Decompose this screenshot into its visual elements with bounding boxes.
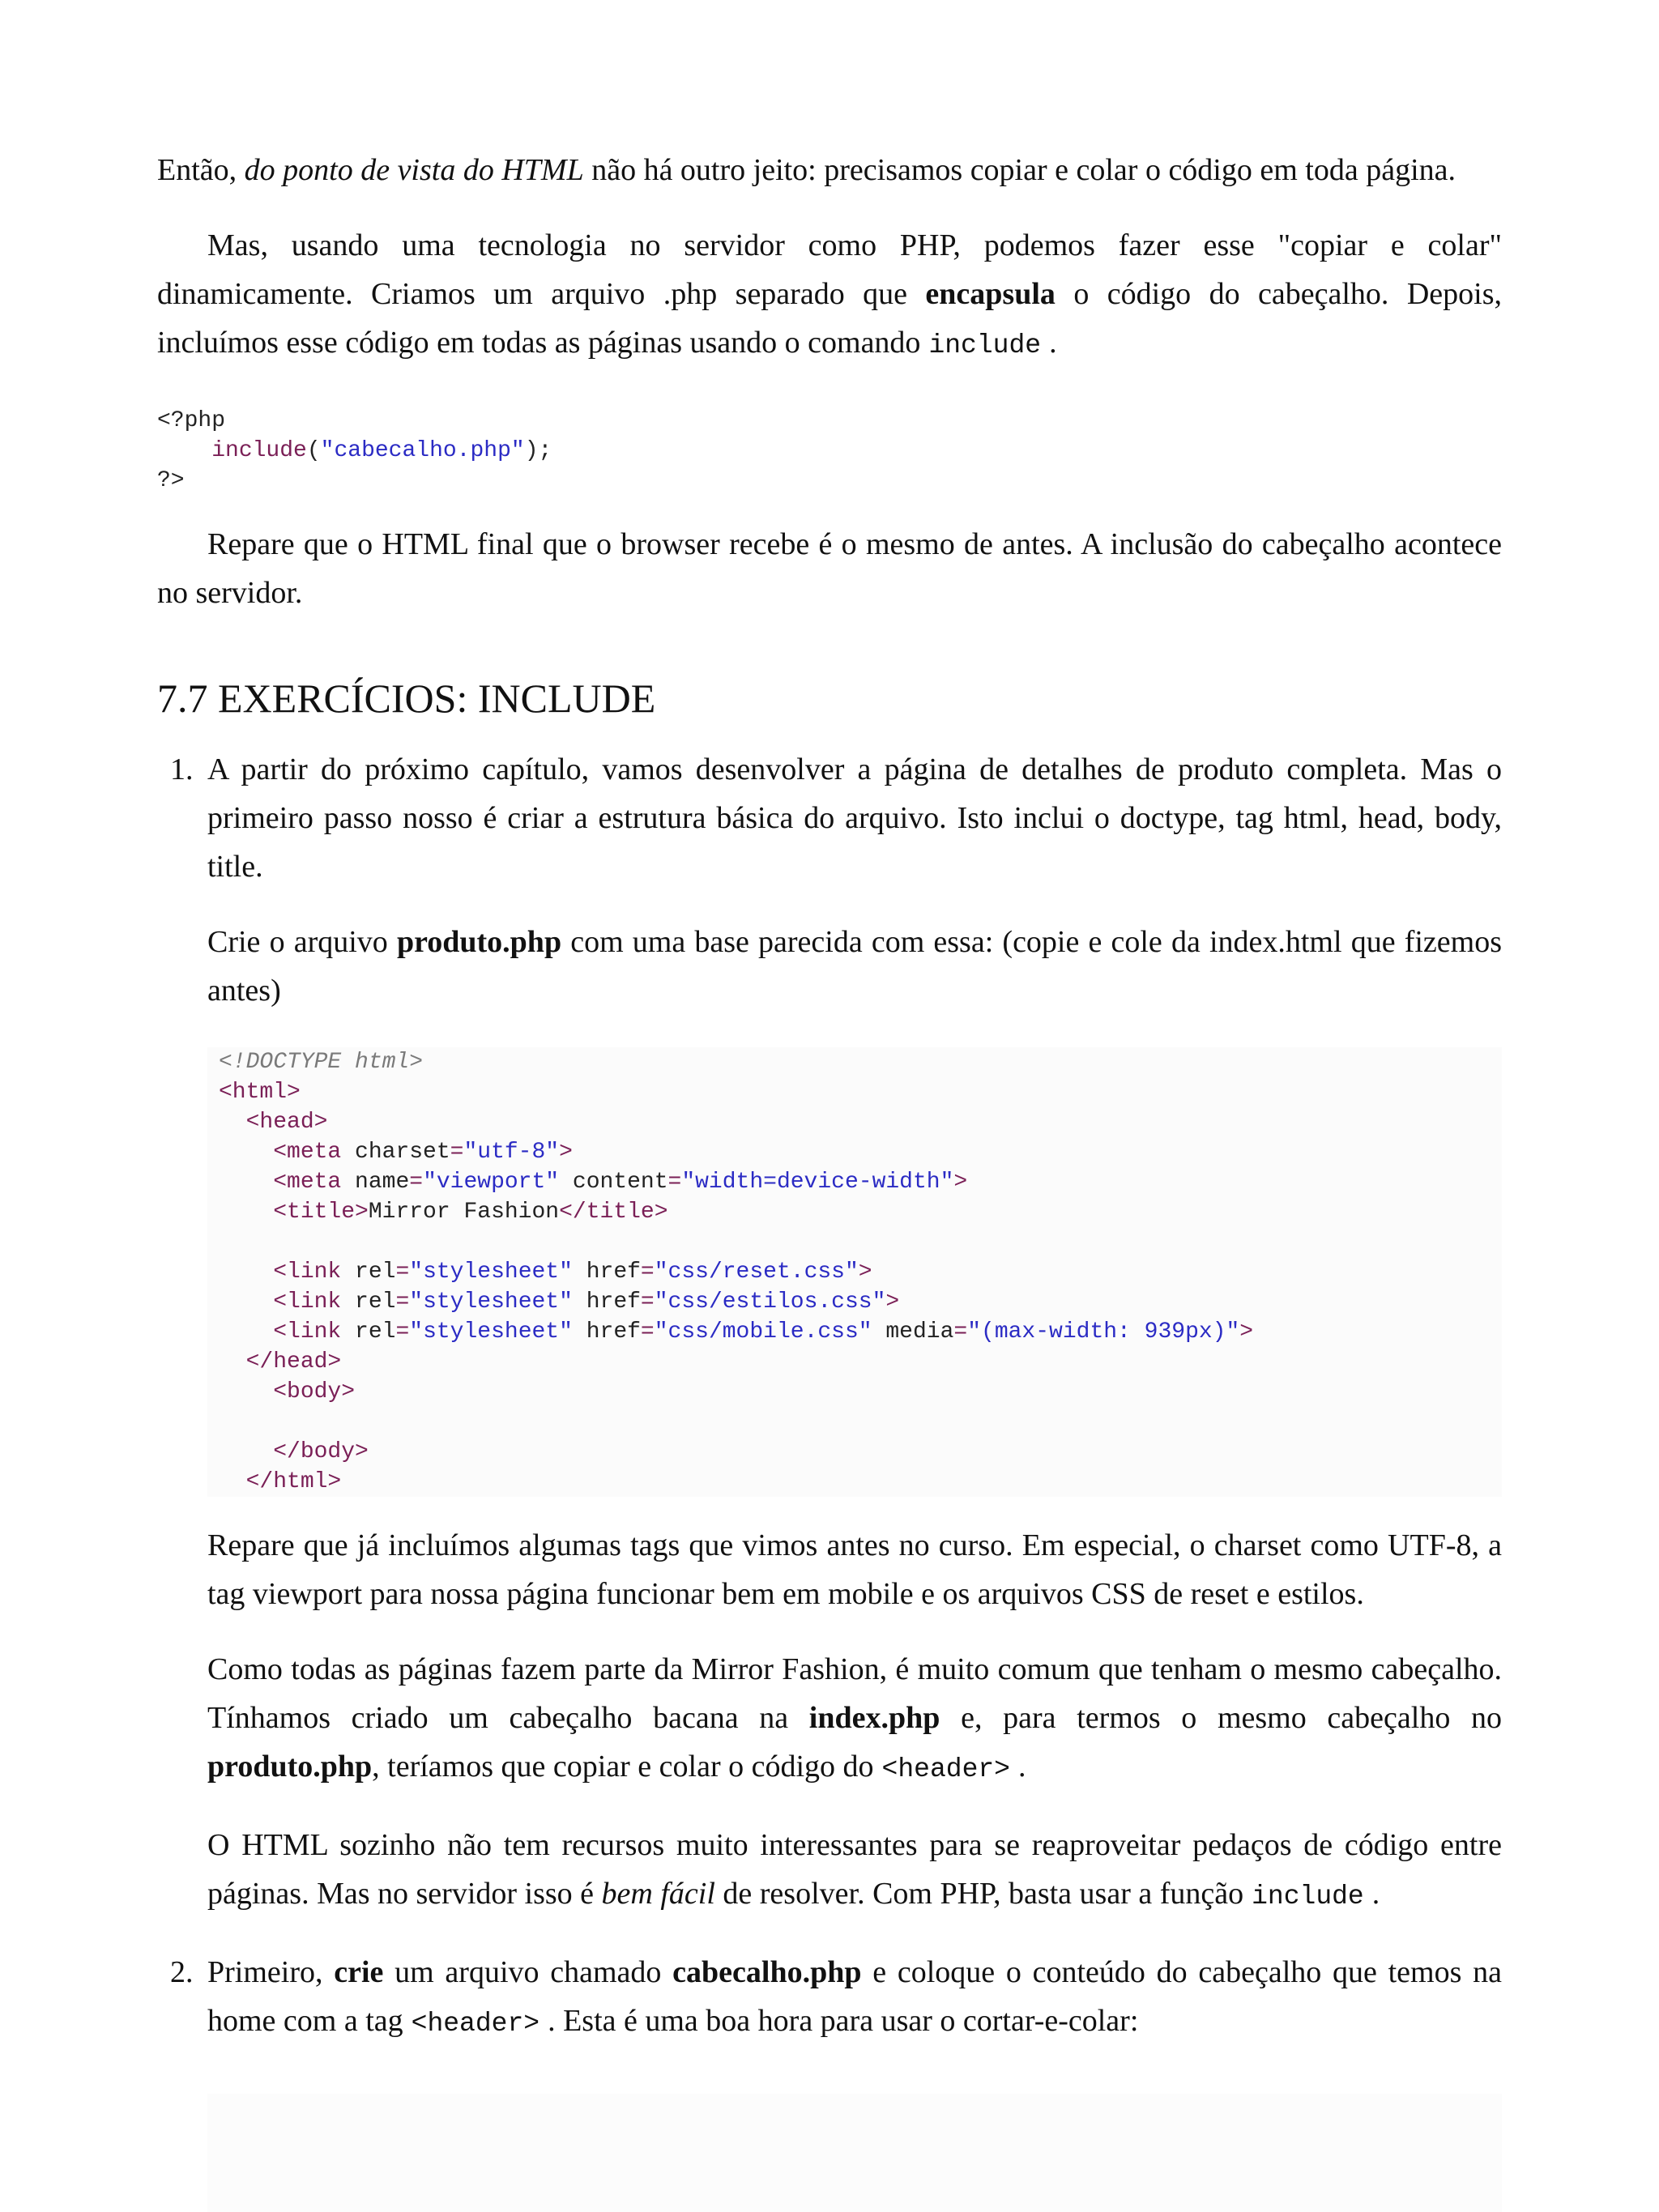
code-token: <head> — [245, 1110, 328, 1135]
code-token: </title> — [559, 1200, 668, 1225]
text: . — [1017, 1750, 1026, 1784]
code-token: > — [1239, 1319, 1254, 1345]
inline-code: include — [928, 330, 1042, 360]
text: . Esta é uma boa hora para usar o cortar-e-colar: — [548, 2004, 1139, 2038]
bold-text: cabecalho.php — [672, 1955, 862, 1989]
code-token: = — [640, 1319, 655, 1345]
code-token: ( — [306, 438, 321, 463]
intro-paragraph-1 — [157, 146, 1502, 194]
code-token: rel — [341, 1289, 396, 1315]
code-token: <html> — [219, 1080, 301, 1105]
code-token: ); — [524, 438, 552, 463]
code-token: = — [667, 1170, 682, 1195]
section-heading: 7.7 EXERCÍCIOS: INCLUDE — [157, 676, 656, 721]
text: Mas, usando uma tecnologia no servidor como PHP, podemos fazer esse "copiar e colar" dinamicamente. Criamos um arquivo .php separado que — [157, 228, 1502, 311]
bold-text: index.php — [808, 1701, 940, 1735]
text: um arquivo chamado — [383, 1955, 673, 1989]
code-token: "width=device-width" — [681, 1170, 954, 1195]
text: Crie o arquivo — [207, 925, 397, 959]
text: Como todas as páginas fazem parte da Mirror Fashion, é muito comum que tenham o mesmo cabeçalho. Tínhamos criado um cabeçalho bacana na — [207, 1652, 1502, 1735]
code-token: = — [395, 1319, 410, 1345]
code-token: media — [872, 1319, 954, 1345]
code-token: include — [211, 438, 307, 463]
code-token: "css/estilos.css" — [654, 1289, 886, 1315]
exercise-2-paragraph-1 — [207, 1948, 1502, 2048]
code-token: "(max-width: 939px)" — [967, 1319, 1240, 1345]
text: com uma base parecida com essa: (copie e cole da index.html que fizemos antes) — [207, 925, 1502, 1008]
code-token: = — [409, 1170, 424, 1195]
code-token: > — [953, 1170, 968, 1195]
code-token: = — [640, 1289, 655, 1315]
text: de resolver. Com PHP, basta usar a função — [714, 1877, 1244, 1911]
code-token: name — [341, 1170, 410, 1195]
bold-text: encapsula — [925, 277, 1056, 311]
code-token: <meta — [273, 1170, 342, 1195]
text: não há outro jeito: precisamos copiar e colar o código em toda página. — [583, 153, 1456, 187]
code-token: rel — [341, 1319, 396, 1345]
code-token: href — [572, 1289, 641, 1315]
code-token: = — [395, 1289, 410, 1315]
code-token: </body> — [273, 1439, 369, 1464]
code-token: = — [450, 1140, 464, 1165]
bold-text: crie — [334, 1955, 384, 1989]
bold-text: produto.php — [207, 1750, 373, 1784]
code-token: "cabecalho.php" — [320, 438, 525, 463]
intro-paragraph-3: Repare que o HTML final que o browser recebe é o mesmo de antes. A inclusão do cabeçalho acontece no servidor. — [157, 527, 1502, 610]
code-token: "css/reset.css" — [654, 1259, 859, 1285]
code-token: <!DOCTYPE html> — [219, 1050, 424, 1075]
text: Então, — [157, 153, 245, 187]
code-token: = — [395, 1259, 410, 1285]
code-token: href — [572, 1259, 641, 1285]
code-token: "stylesheet" — [409, 1289, 573, 1315]
code-token: <link — [273, 1259, 342, 1285]
code-token: <link — [273, 1289, 342, 1315]
code-token: ?> — [157, 468, 185, 493]
code-token: > — [885, 1289, 900, 1315]
code-token: href — [572, 1319, 641, 1345]
inline-code: include — [1252, 1882, 1364, 1912]
list-number: 1. — [170, 752, 194, 786]
text: , teríamos que copiar e colar o código do — [372, 1750, 874, 1784]
code-token: <body> — [273, 1379, 356, 1404]
code-token: "viewport" — [423, 1170, 560, 1195]
html-base-code-block — [207, 1047, 1502, 1497]
text: e, para termos o mesmo cabeçalho no — [940, 1701, 1502, 1735]
text: e coloque o conteúdo do cabeçalho que temos na home com a tag — [207, 1955, 1503, 2038]
exercise-1-paragraph-4 — [207, 1645, 1502, 1794]
code-token: </html> — [245, 1469, 342, 1494]
code-token: "css/mobile.css" — [654, 1319, 872, 1345]
bold-text: produto.php — [396, 925, 562, 959]
exercise-item-1 — [157, 745, 1502, 1921]
exercise-1-paragraph-1: A partir do próximo capítulo, vamos desenvolver a página de detalhes de produto completa. Mas o primeiro passo nosso é criar a estrutura básica do arquivo. Isto inclui o doctype, tag html, head, body, title. — [207, 752, 1502, 884]
php-include-code-block — [157, 406, 1502, 496]
text: . — [1371, 1877, 1380, 1911]
code-token: "utf-8" — [463, 1140, 560, 1165]
code-token: "stylesheet" — [409, 1259, 573, 1285]
text: O HTML sozinho não tem recursos muito interessantes para se reaproveitar pedaços de código entre páginas. Mas no servidor isso é — [207, 1828, 1502, 1911]
exercise-item-2 — [157, 1948, 1502, 2048]
emphasis: do ponto de vista do HTML — [244, 153, 584, 187]
code-token: <?php — [157, 408, 226, 433]
text: . — [1049, 326, 1057, 360]
code-token: charset — [341, 1140, 450, 1165]
list-number: 2. — [170, 1955, 194, 1989]
exercise-1-paragraph-2 — [207, 918, 1502, 1015]
code-token: = — [953, 1319, 968, 1345]
inline-code: <header> — [411, 2009, 540, 2039]
intro-paragraph-2 — [157, 221, 1502, 370]
code-token: "stylesheet" — [409, 1319, 573, 1345]
document-page — [157, 146, 1502, 2048]
exercise-1-paragraph-3: Repare que já incluímos algumas tags que vimos antes no curso. Em especial, o charset como UTF-8, a tag viewport para nossa página funcionar bem em mobile e os arquivos CSS de reset e estilos. — [207, 1528, 1502, 1611]
exercise-list — [157, 745, 1502, 2048]
code-token: = — [640, 1259, 655, 1285]
emphasis: bem fácil — [601, 1877, 715, 1911]
code-token: > — [559, 1140, 573, 1165]
code-token: </head> — [245, 1349, 342, 1375]
code-token: > — [858, 1259, 872, 1285]
code-token: <meta — [273, 1140, 342, 1165]
code-token: Mirror Fashion — [368, 1200, 560, 1225]
code-token: rel — [341, 1259, 396, 1285]
exercise-1-paragraph-5 — [207, 1821, 1502, 1921]
code-token: content — [559, 1170, 668, 1195]
code-token: <title> — [273, 1200, 369, 1225]
text: o código do cabeçalho. Depois, incluímos esse código em todas as páginas usando o comando — [157, 277, 1503, 360]
code-token: <link — [273, 1319, 342, 1345]
code-block-background — [207, 2094, 1502, 2212]
inline-code: <header> — [881, 1754, 1010, 1784]
text: Primeiro, — [207, 1955, 335, 1989]
